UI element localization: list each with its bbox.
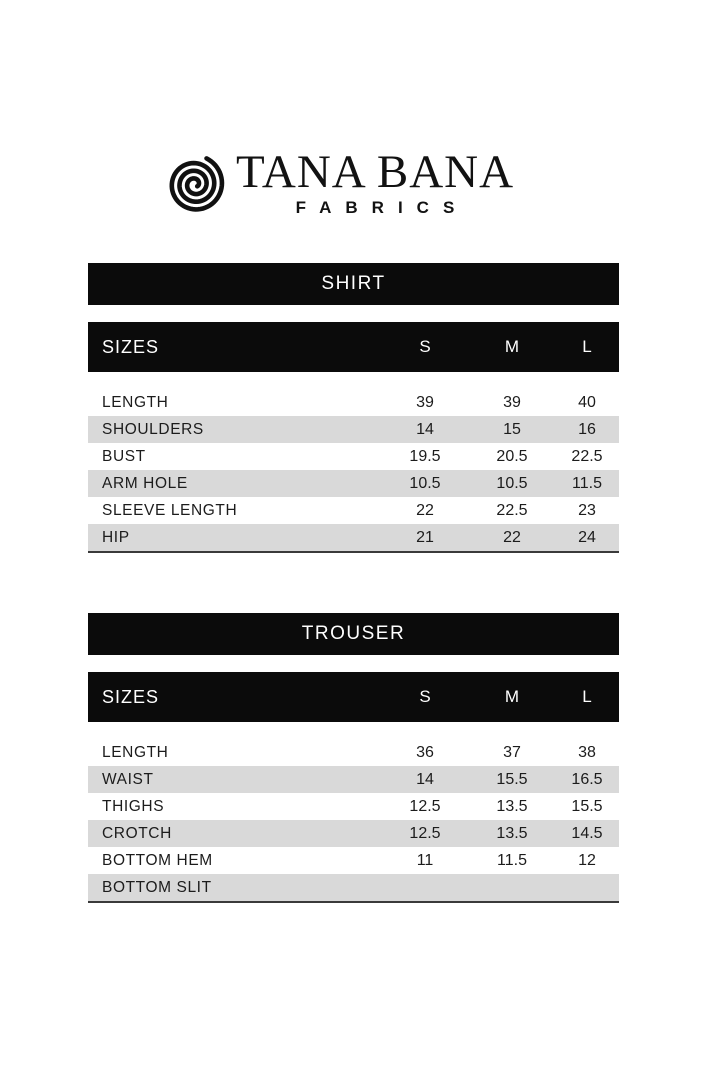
measurement-label: HIP <box>102 528 130 546</box>
measurement-value: 12.5 <box>409 797 441 815</box>
measurement-value: 37 <box>503 743 521 761</box>
measurement-value: 13.5 <box>496 824 528 842</box>
measurement-label: THIGHS <box>102 797 165 815</box>
measurement-value: 22 <box>416 501 434 519</box>
measurement-label: LENGTH <box>102 743 169 761</box>
shirt-table-header <box>88 322 619 372</box>
measurement-value: 11 <box>416 851 434 869</box>
measurement-value: 12.5 <box>409 824 441 842</box>
measurement-value: 22.5 <box>571 447 603 465</box>
trouser-table-title-bar <box>88 613 619 655</box>
measurement-value: 15.5 <box>571 797 603 815</box>
measurement-value: 16 <box>578 420 596 438</box>
shirt-title-label: SHIRT <box>321 273 386 294</box>
measurement-value: 22 <box>503 528 521 546</box>
measurement-label: BOTTOM SLIT <box>102 878 212 896</box>
trouser-size-table <box>88 613 619 903</box>
table-row <box>88 793 619 820</box>
shirt-size-table <box>88 263 619 553</box>
measurement-label: ARM HOLE <box>102 474 188 492</box>
column-header-s: S <box>419 687 431 706</box>
table-row <box>88 524 619 551</box>
measurement-label: SLEEVE LENGTH <box>102 501 238 519</box>
sizes-header-label: SIZES <box>102 336 160 357</box>
column-header-l: L <box>582 337 592 356</box>
measurement-value: 12 <box>578 851 596 869</box>
column-header-l: L <box>582 687 592 706</box>
table-row <box>88 470 619 497</box>
measurement-value: 22.5 <box>496 501 528 519</box>
measurement-value: 10.5 <box>409 474 441 492</box>
table-row <box>88 443 619 470</box>
measurement-value: 24 <box>578 528 596 546</box>
table-row <box>88 739 619 766</box>
measurement-value: 14.5 <box>571 824 603 842</box>
measurement-value: 21 <box>416 528 434 546</box>
measurement-value: 16.5 <box>571 770 603 788</box>
measurement-value: 10.5 <box>496 474 528 492</box>
measurement-value: 19.5 <box>409 447 441 465</box>
column-header-m: M <box>504 687 520 706</box>
table-row <box>88 874 619 901</box>
measurement-label: WAIST <box>102 770 154 788</box>
brand-tagline: FABRICS <box>295 198 469 217</box>
trouser-title-label: TROUSER <box>301 623 406 644</box>
measurement-value: 20.5 <box>496 447 528 465</box>
brand-name: TANA BANA <box>235 146 515 198</box>
measurement-label: BOTTOM HEM <box>102 851 213 869</box>
measurement-value: 11.5 <box>497 851 527 869</box>
table-row <box>88 847 619 874</box>
sizes-header-label: SIZES <box>102 686 160 707</box>
trouser-table-header <box>88 672 619 722</box>
measurement-value: 15 <box>503 420 521 438</box>
shirt-table-rows <box>88 389 619 553</box>
measurement-value: 11.5 <box>572 474 602 492</box>
measurement-value: 39 <box>503 393 521 411</box>
table-row <box>88 497 619 524</box>
measurement-label: LENGTH <box>102 393 169 411</box>
measurement-value: 36 <box>416 743 434 761</box>
brand-text-block <box>236 148 514 218</box>
measurement-value: 14 <box>416 420 434 438</box>
measurement-label: CROTCH <box>102 824 172 842</box>
measurement-label: BUST <box>102 447 146 465</box>
table-row <box>88 416 619 443</box>
measurement-value: 38 <box>578 743 596 761</box>
measurement-value: 13.5 <box>496 797 528 815</box>
table-row <box>88 389 619 416</box>
trouser-table-rows <box>88 739 619 903</box>
table-row <box>88 820 619 847</box>
shirt-table-title-bar <box>88 263 619 305</box>
brand-logo <box>162 148 514 218</box>
measurement-value: 39 <box>416 393 434 411</box>
measurement-value: 40 <box>578 393 596 411</box>
measurement-value: 15.5 <box>496 770 528 788</box>
column-header-m: M <box>504 337 520 356</box>
column-header-s: S <box>419 337 431 356</box>
spiral-logo-icon <box>162 150 228 216</box>
measurement-value: 14 <box>416 770 434 788</box>
measurement-value: 23 <box>578 501 596 519</box>
measurement-label: SHOULDERS <box>102 420 204 438</box>
table-row <box>88 766 619 793</box>
